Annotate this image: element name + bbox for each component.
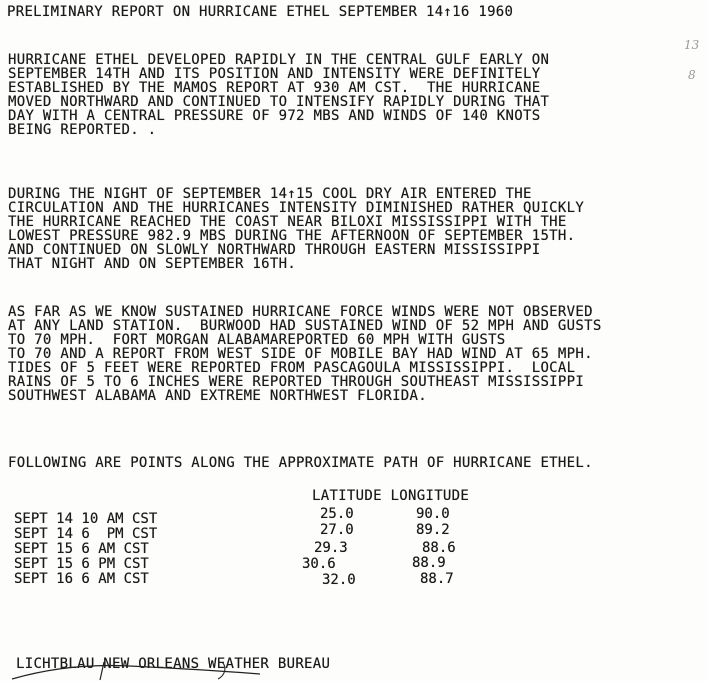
- paragraph-path-intro: [8, 456, 593, 470]
- text-line: SOUTHWEST ALABAMA AND EXTREME NORTHWEST FLORIDA.: [8, 388, 427, 404]
- report-title: PRELIMINARY REPORT ON HURRICANE ETHEL SEPTEMBER 14↑16 1960: [7, 4, 514, 20]
- text-line: ESTABLISHED BY THE MAMOS REPORT AT 930 AM CST. THE HURRICANE: [8, 80, 541, 96]
- table-cell-date: SEPT 14 6 PM CST: [14, 526, 158, 542]
- table-cell-date: SEPT 15 6 AM CST: [14, 541, 149, 557]
- table-cell-date: SEPT 15 6 PM CST: [14, 556, 149, 572]
- text-line: TO 70 AND A REPORT FROM WEST SIDE OF MOBILE BAY HAD WIND AT 65 MPH.: [8, 346, 593, 362]
- text-line: CIRCULATION AND THE HURRICANES INTENSITY DIMINISHED RATHER QUICKLY: [8, 200, 585, 216]
- text-line: AND CONTINUED ON SLOWLY NORTHWARD THROUGH EASTERN MISSISSIPPI: [8, 242, 541, 258]
- text-line: AT ANY LAND STATION. BURWOOD HAD SUSTAINED WIND OF 52 MPH AND GUSTS: [8, 318, 602, 334]
- margin-mark: 13: [684, 38, 700, 52]
- table-cell-longitude: 88.6: [422, 540, 456, 556]
- table-cell-date: SEPT 16 6 AM CST: [14, 571, 149, 587]
- text-line: LOWEST PRESSURE 982.9 MBS DURING THE AFTERNOON OF SEPTEMBER 15TH.: [8, 228, 576, 244]
- text-line: THAT NIGHT AND ON SEPTEMBER 16TH.: [8, 256, 297, 272]
- table-cell-latitude: 32.0: [322, 572, 356, 588]
- table-cell-longitude: 88.7: [420, 571, 454, 587]
- table-cell-latitude: 25.0: [320, 506, 354, 522]
- margin-mark: 8: [688, 68, 696, 82]
- table-cell-latitude: 27.0: [320, 522, 354, 538]
- paragraph-winds: [8, 305, 602, 403]
- table-header: LATITUDE LONGITUDE: [312, 488, 470, 504]
- text-line: HURRICANE ETHEL DEVELOPED RAPIDLY IN THE CENTRAL GULF EARLY ON: [8, 52, 550, 68]
- table-cell-latitude: 29.3: [314, 540, 348, 556]
- handwritten-underline-mark: [10, 660, 270, 681]
- table-cell-latitude: 30.6: [302, 556, 336, 572]
- text-line: FOLLOWING ARE POINTS ALONG THE APPROXIMATE PATH OF HURRICANE ETHEL.: [8, 455, 593, 471]
- text-line: BEING REPORTED. .: [8, 122, 157, 138]
- table-cell-longitude: 90.0: [416, 506, 450, 522]
- text-line: TO 70 MPH. FORT MORGAN ALABAMAREPORTED 60 MPH WITH GUSTS: [8, 332, 506, 348]
- paragraph-formation: [8, 53, 549, 137]
- paragraph-landfall: [8, 187, 584, 271]
- text-line: THE HURRICANE REACHED THE COAST NEAR BILOXI MISSISSIPPI WITH THE: [8, 214, 567, 230]
- text-line: DURING THE NIGHT OF SEPTEMBER 14↑15 COOL DRY AIR ENTERED THE: [8, 186, 532, 202]
- text-line: RAINS OF 5 TO 6 INCHES WERE REPORTED THROUGH SOUTHEAST MISSISSIPPI: [8, 374, 585, 390]
- text-line: TIDES OF 5 FEET WERE REPORTED FROM PASCAGOULA MISSISSIPPI. LOCAL: [8, 360, 576, 376]
- text-line: SEPTEMBER 14TH AND ITS POSITION AND INTENSITY WERE DEFINITELY: [8, 66, 541, 82]
- text-line: AS FAR AS WE KNOW SUSTAINED HURRICANE FORCE WINDS WERE NOT OBSERVED: [8, 304, 593, 320]
- text-line: DAY WITH A CENTRAL PRESSURE OF 972 MBS AND WINDS OF 140 KNOTS: [8, 108, 541, 124]
- text-line: MOVED NORTHWARD AND CONTINUED TO INTENSIFY RAPIDLY DURING THAT: [8, 94, 550, 110]
- table-cell-longitude: 89.2: [416, 522, 450, 538]
- table-cell-longitude: 88.9: [412, 555, 446, 571]
- signature-line: LICHTBLAU NEW ORLEANS WEATHER BUREAU: [16, 656, 331, 672]
- table-cell-date: SEPT 14 10 AM CST: [14, 511, 158, 527]
